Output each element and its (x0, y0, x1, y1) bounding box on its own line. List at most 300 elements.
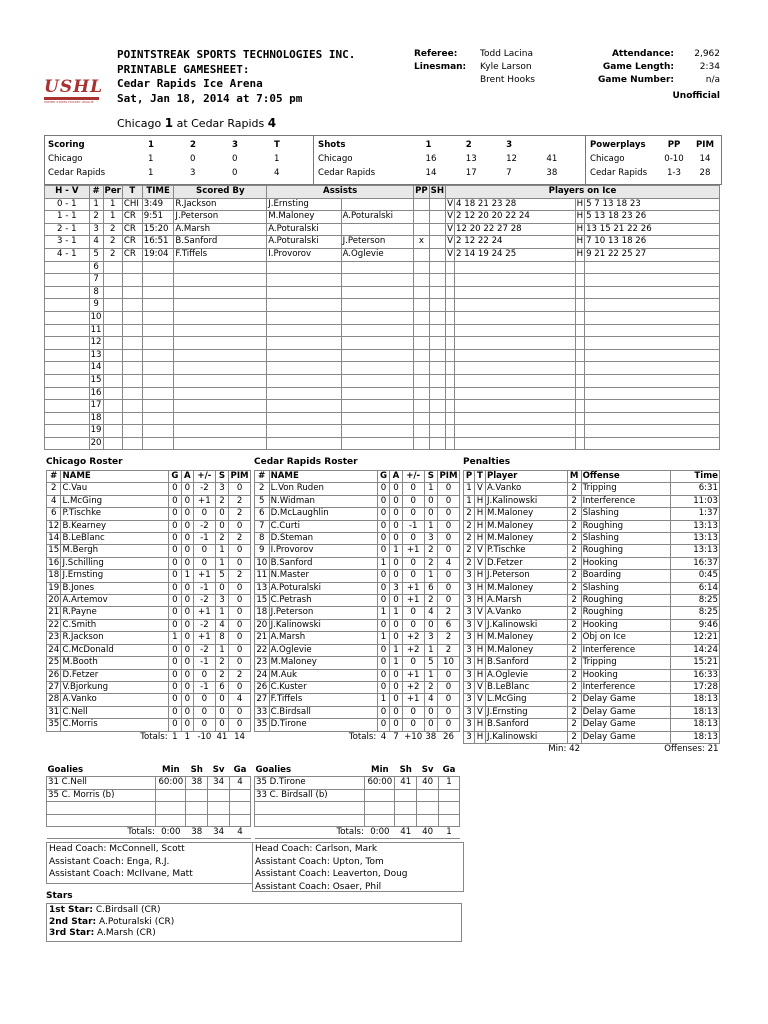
roster-cell: 3 (424, 632, 437, 644)
roster-cell: B.Sanford (269, 557, 377, 569)
penalty-cell: 2 (567, 669, 581, 681)
goal-cell (575, 425, 584, 438)
roster-cell: 0 (402, 508, 424, 520)
goal-cell (103, 412, 122, 425)
scoring-cell: 0 (232, 154, 238, 164)
roster-cell: 6 (438, 619, 460, 631)
goal-cell (341, 387, 414, 400)
roster-cell: 0 (181, 607, 193, 619)
goal-row-empty (45, 299, 720, 312)
roster-cell: J.Peterson (269, 607, 377, 619)
roster-cell: 0 (377, 669, 389, 681)
goal-cell: 15 (89, 374, 103, 387)
penalty-cell: H (474, 657, 485, 669)
roster-cell: 27 (256, 694, 268, 705)
powerplays-header: Powerplays (590, 140, 646, 150)
goal-cell: 11 (89, 324, 103, 337)
goal-cell (341, 223, 414, 236)
goal-cell (103, 374, 122, 387)
coach-line: Assistant Coach: Upton, Tom (255, 856, 384, 867)
roster-cell: B.Jones (61, 582, 169, 594)
penalty-cell: A.Oglevie (485, 669, 567, 681)
roster-cell: 2 (215, 657, 228, 669)
goal-cell (585, 274, 720, 287)
penalty-cell: 1:37 (671, 508, 720, 520)
roster-cell: C.Vau (61, 483, 169, 495)
penalty-cell: 2 (567, 619, 581, 631)
roster-cell: 0 (169, 533, 181, 545)
penalty-cell: 1 (464, 495, 475, 507)
goal-cell (267, 374, 341, 387)
roster-cell: C.Morris (61, 719, 169, 731)
roster-cell: 0 (424, 495, 437, 507)
star-value: C.Birdsall (CR) (95, 905, 161, 915)
penalty-cell: 2 (567, 731, 581, 743)
roster-cell: 18 (256, 607, 268, 618)
penalty-cell: 2 (464, 533, 475, 545)
penalty-cell: 2 (464, 545, 475, 557)
goal-cell (142, 337, 174, 350)
roster-cell: N.Master (269, 570, 377, 582)
goalie-cell (365, 789, 395, 801)
goalie-totals-cell: 40 (417, 827, 439, 839)
goal-cell: CR (122, 211, 142, 224)
sheet-header (117, 48, 355, 106)
roster-cell: M.Booth (61, 657, 169, 669)
goal-cell: V (446, 223, 455, 236)
penalty-offenses-label: Offenses: (664, 743, 705, 754)
goal-cell (455, 337, 576, 350)
roster-cell: 0 (169, 545, 181, 557)
roster-cell: 0 (169, 582, 181, 594)
goal-cell (446, 425, 455, 438)
roster-cell: 0 (194, 669, 216, 681)
roster-row (255, 483, 460, 495)
totals-label: Totals: (348, 731, 377, 742)
roster-cell: 0 (169, 657, 181, 669)
goal-cell: A.Marsh (174, 223, 267, 236)
roster-cell: 0 (390, 570, 402, 582)
shots-cell: 41 (546, 154, 558, 164)
goal-cell (429, 337, 445, 350)
goalie-cell (156, 814, 186, 826)
roster-cell: 0 (229, 520, 251, 532)
roster-cell: 2 (215, 495, 228, 507)
roster-cell: 4 (424, 607, 437, 619)
penalty-cell: 2 (567, 557, 581, 569)
goalie-totals-cell: 0:00 (156, 827, 186, 839)
shots-cell: Chicago (318, 154, 353, 164)
star-label: 2nd Star: (49, 916, 97, 927)
roster-cell: 0 (229, 644, 251, 656)
penalty-cell: Roughing (581, 595, 671, 607)
goalie-header: Sv (417, 765, 439, 777)
roster-row (47, 619, 251, 631)
goal-cell (174, 261, 267, 274)
status-label: Unofficial (672, 91, 720, 101)
roster-cell: 35 (48, 719, 60, 730)
penalty-cell: Slashing (581, 508, 671, 520)
shots-cell: 14 (425, 168, 437, 178)
goal-cell: 16:51 (142, 236, 174, 249)
goal-cell (575, 286, 584, 299)
roster-cell: 0 (169, 595, 181, 607)
roster-cell: 0 (402, 706, 424, 718)
roster-cell: 0 (390, 495, 402, 507)
goalie-cell: 1 (439, 777, 460, 789)
goal-cell (446, 324, 455, 337)
roster-cell: 0 (390, 520, 402, 532)
goal-cell (429, 236, 445, 249)
roster-cell: 0 (181, 483, 193, 495)
goal-cell (174, 400, 267, 413)
roster-cell: 1 (390, 644, 402, 656)
goal-cell: 2 (89, 211, 103, 224)
roster-header: +/- (402, 471, 424, 483)
penalty-cell: 18:13 (671, 731, 720, 743)
roster-cell: 4 (215, 619, 228, 631)
roster-cell: 0 (377, 706, 389, 718)
roster-cell: 0 (181, 657, 193, 669)
penalty-cell: B.Sanford (485, 657, 567, 669)
roster-cell: 0 (377, 508, 389, 520)
goal-cell (142, 425, 174, 438)
goal-cell (341, 362, 414, 375)
goals-header-assists: Assists (267, 186, 414, 199)
powerplays-cell: Cedar Rapids (590, 168, 648, 178)
roster-header: A (181, 471, 193, 483)
roster-cell: 1 (215, 644, 228, 656)
goal-cell: H (575, 248, 584, 261)
penalty-cell: M.Maloney (485, 533, 567, 545)
roster-cell: 0 (390, 557, 402, 569)
goal-cell (341, 337, 414, 350)
star-label: 3rd Star: (49, 928, 95, 938)
goalie-cell (395, 814, 417, 826)
scoring-cell: Chicago (48, 154, 83, 164)
goal-cell (414, 362, 430, 375)
goal-cell: B.Sanford (174, 236, 267, 249)
roster-cell: 0 (402, 570, 424, 582)
penalty-cell: M.Maloney (485, 632, 567, 644)
roster-cell: 0 (181, 533, 193, 545)
goal-cell (103, 299, 122, 312)
goal-cell (585, 374, 720, 387)
game-title (117, 116, 276, 130)
penalty-cell: A.Marsh (485, 595, 567, 607)
referee-value: Todd Lacina (480, 49, 533, 59)
goal-cell (585, 261, 720, 274)
roster-cell: 19 (48, 582, 60, 593)
goal-cell: 1 (103, 198, 122, 211)
goal-cell (45, 299, 90, 312)
roster-cell: +2 (402, 644, 424, 656)
company-name: POINTSTREAK SPORTS TECHNOLOGIES INC. (117, 48, 356, 61)
goal-cell: 4 - 1 (45, 248, 90, 261)
goal-cell (45, 412, 90, 425)
penalty-cell: H (474, 520, 485, 532)
goal-cell (414, 387, 430, 400)
roster-cell: 0 (390, 669, 402, 681)
goal-cell (429, 324, 445, 337)
goal-cell: x (414, 236, 430, 249)
roster-cell: 0 (402, 483, 424, 495)
roster-cell: 9 (255, 545, 270, 557)
star-label: 1st Star: (49, 905, 93, 915)
penalty-cell: H (474, 570, 485, 582)
goal-cell (122, 374, 142, 387)
goals-header-pp: PP (414, 186, 430, 199)
goal-cell: J.Peterson (174, 211, 267, 224)
roster-cell: 0 (215, 582, 228, 594)
roster-cell: 0 (438, 545, 460, 557)
goal-cell (446, 387, 455, 400)
goalie-cell: 31 C.Nell (47, 777, 156, 789)
roster-cell: 0 (402, 619, 424, 631)
attendance-value: 2,962 (694, 49, 720, 59)
goal-cell (267, 274, 341, 287)
goalie-cell (230, 802, 251, 814)
roster-cell: V.Bjorkung (61, 681, 169, 693)
penalty-cell: 14:24 (671, 644, 720, 656)
powerplays-cell: 14 (699, 154, 711, 164)
roster-cell: 25 (48, 657, 60, 668)
roster-cell: M.Bergh (61, 545, 169, 557)
penalty-cell: 2 (567, 533, 581, 545)
penalty-row (464, 669, 720, 681)
roster-row (255, 719, 460, 731)
penalty-cell: 3 (464, 681, 475, 693)
totals-cell: 1 (172, 731, 178, 742)
powerplays-cell: 0-10 (664, 154, 684, 164)
goal-cell (142, 437, 174, 450)
goal-cell (45, 374, 90, 387)
roster-cell: 0 (438, 595, 460, 607)
roster-cell: 23 (256, 657, 268, 668)
totals-cell: 41 (216, 731, 228, 742)
roster-cell: 0 (438, 706, 460, 718)
penalty-row (464, 545, 720, 557)
stars-title: Stars (46, 891, 73, 901)
goal-cell: 3 (89, 223, 103, 236)
totals-cell: 26 (443, 731, 454, 742)
goal-cell: 17 (89, 400, 103, 413)
shots-header-cell (545, 138, 579, 152)
roster-cell: 0 (402, 719, 424, 731)
goal-cell (429, 362, 445, 375)
goal-row (45, 211, 720, 224)
goal-cell: 9 21 22 25 27 (585, 248, 720, 261)
coach-line: Head Coach: Carlson, Mark (255, 844, 378, 854)
penalty-cell: Boarding (581, 570, 671, 582)
penalty-cell: Delay Game (581, 731, 671, 743)
goal-cell (103, 387, 122, 400)
goal-row (45, 223, 720, 236)
goal-cell (414, 324, 430, 337)
goal-cell (103, 337, 122, 350)
roster-cell: C.Curti (269, 520, 377, 532)
roster-cell: 0 (169, 557, 181, 569)
roster-cell: 0 (215, 706, 228, 718)
goal-cell (429, 311, 445, 324)
goal-cell (142, 274, 174, 287)
goal-row-empty (45, 425, 720, 438)
goal-cell: M.Maloney (267, 211, 341, 224)
roster-header: G (377, 471, 389, 483)
roster-cell: 7 (255, 520, 270, 532)
goal-cell (122, 437, 142, 450)
penalty-cell: Delay Game (581, 719, 671, 731)
roster-cell: -2 (194, 595, 216, 607)
goalie-row (47, 777, 251, 789)
goal-cell: V (446, 211, 455, 224)
goalie-cell (439, 814, 460, 826)
goal-cell: 2 (103, 248, 122, 261)
game-info (598, 48, 720, 87)
coach-line: Assistant Coach: Enga, R.J. (49, 856, 170, 867)
roster-cell: 2 (47, 483, 61, 495)
goalie-cell (47, 814, 156, 826)
game-length-label: Game Length: (602, 62, 674, 72)
roster-cell: 0 (215, 508, 228, 520)
roster-cell: D.Tirone (269, 719, 377, 731)
goal-cell (414, 274, 430, 287)
roster-header: S (424, 471, 437, 483)
roster-cell: 6 (255, 508, 270, 520)
goal-cell (122, 324, 142, 337)
scoring-header-cell: 2 (190, 140, 196, 150)
roster-cell: 0 (377, 644, 389, 656)
roster-cell: -1 (194, 681, 216, 693)
goal-cell (341, 198, 414, 211)
goal-cell (446, 299, 455, 312)
goal-cell (122, 349, 142, 362)
roster-cell: 1 (169, 632, 181, 644)
penalty-cell: 3 (464, 632, 475, 644)
penalty-cell: 15:21 (671, 657, 720, 669)
roster-cell: 0 (194, 545, 216, 557)
scoring-cell: Cedar Rapids (48, 168, 106, 178)
goal-row-empty (45, 337, 720, 350)
penalty-cell: V (474, 483, 485, 495)
penalty-cell: Interference (581, 681, 671, 693)
roster-cell: 0 (402, 557, 424, 569)
roster-cell: 0 (377, 545, 389, 557)
goalie-cell (186, 789, 208, 801)
goalie-header: Ga (230, 765, 251, 777)
penalty-cell: H (474, 533, 485, 545)
roster-cell: 5 (215, 570, 228, 582)
goal-cell (429, 286, 445, 299)
penalty-cell: 1 (464, 483, 475, 495)
roster-cell: 0 (181, 694, 193, 706)
goal-cell (267, 362, 341, 375)
roster-row (255, 681, 460, 693)
shots-cell: 13 (465, 154, 477, 164)
goalie-totals-cell: 4 (230, 827, 251, 839)
penalty-cell: H (474, 508, 485, 520)
roster-cell: 26 (48, 669, 60, 680)
roster-cell: 0 (390, 706, 402, 718)
goal-cell (455, 425, 576, 438)
goal-cell (585, 299, 720, 312)
roster-cell: 0 (194, 557, 216, 569)
penalty-cell: H (474, 632, 485, 644)
penalty-cell: 3 (464, 582, 475, 594)
goal-cell (429, 198, 445, 211)
roster-cell: 0 (229, 557, 251, 569)
goal-cell (429, 349, 445, 362)
penalty-row (464, 495, 720, 507)
roster-cell: D.Steman (269, 533, 377, 545)
away-score: 1 (164, 116, 174, 130)
goal-cell (267, 437, 341, 450)
roster-cell: 2 (229, 669, 251, 681)
penalty-cell: Delay Game (581, 694, 671, 706)
roster-cell: 0 (424, 706, 437, 718)
shots-header-cell: 3 (506, 140, 513, 150)
powerplays-header-cell: PP (667, 140, 681, 150)
goal-cell (575, 412, 584, 425)
roster-cell: +1 (194, 570, 216, 582)
roster-cell: 4 (438, 557, 460, 569)
goal-cell (414, 286, 430, 299)
roster-cell: A.Oglevie (269, 644, 377, 656)
goalie-cell (186, 802, 208, 814)
roster-cell: L.Von Ruden (269, 483, 377, 495)
roster-cell: 1 (215, 557, 228, 569)
penalty-cell: B.Sanford (485, 719, 567, 731)
roster-cell: M.Auk (269, 669, 377, 681)
roster-row (255, 570, 460, 582)
penalty-cell: Interference (581, 644, 671, 656)
roster-row (255, 508, 460, 520)
goal-cell (414, 374, 430, 387)
goal-cell: 1 (103, 211, 122, 224)
penalty-row (464, 483, 720, 495)
roster-cell: 0 (181, 644, 193, 656)
roster-header: NAME (61, 471, 169, 483)
penalty-cell: 16:37 (671, 557, 720, 569)
goal-cell: 12 (89, 337, 103, 350)
penalty-header: Time (671, 471, 720, 483)
goal-cell (429, 425, 445, 438)
penalty-row (464, 681, 720, 693)
roster-cell: 2 (424, 681, 437, 693)
penalty-cell: 2 (567, 570, 581, 582)
penalty-row (464, 706, 720, 718)
roster-cell: 2 (229, 508, 251, 520)
goal-cell (455, 286, 576, 299)
coach-line: Head Coach: McConnell, Scott (49, 844, 185, 854)
penalty-header: Offense (581, 471, 671, 483)
goalie-cell (230, 789, 251, 801)
penalty-row (464, 619, 720, 631)
penalty-cell: 3 (464, 570, 475, 582)
goal-cell (575, 349, 584, 362)
goal-cell (267, 412, 341, 425)
roster-cell: 1 (424, 570, 437, 582)
roster-cell: 3 (390, 582, 402, 594)
goal-cell: H (575, 198, 584, 211)
roster-cell: 1 (390, 657, 402, 669)
roster-cell: 1 (377, 632, 389, 644)
powerplays-cell: 28 (699, 168, 711, 178)
goal-cell (585, 349, 720, 362)
roster-cell: 21 (256, 632, 268, 643)
penalty-cell: 8:25 (671, 595, 720, 607)
roster-cell: 0 (194, 508, 216, 520)
